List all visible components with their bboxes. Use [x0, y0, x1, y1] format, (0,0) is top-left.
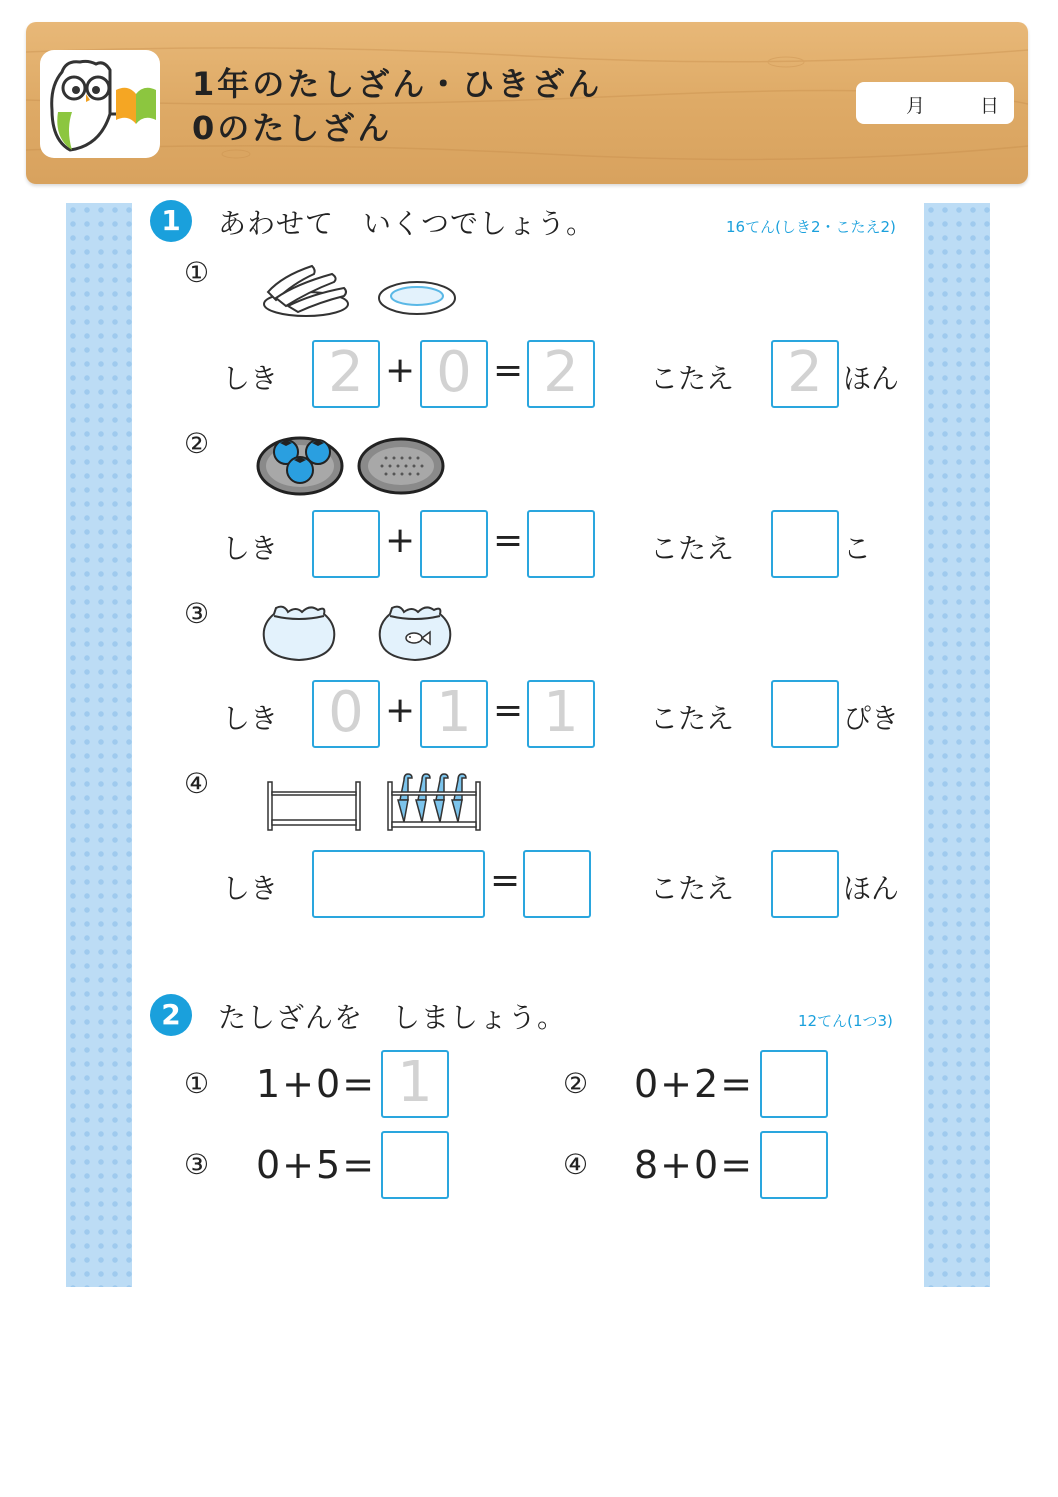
- equals-sign: =: [493, 690, 524, 731]
- shiki-label: しき: [222, 532, 279, 565]
- question-1-instruction: あわせて いくつでしょう。: [218, 207, 596, 240]
- plus-sign: +: [385, 350, 416, 391]
- problem-2-number: ②: [184, 427, 210, 460]
- answer-box[interactable]: [760, 1131, 828, 1199]
- operand-b-box[interactable]: 1: [420, 680, 488, 748]
- empty-fishbowl-icon: [260, 602, 338, 666]
- fishbowl-with-goldfish-icon: [376, 602, 454, 666]
- title-line2: 0のたしざん: [192, 109, 393, 147]
- result-box[interactable]: 1: [527, 680, 595, 748]
- kotae-label: こたえ: [650, 532, 735, 565]
- problem-1-number: ①: [184, 1067, 210, 1100]
- kotae-label: こたえ: [650, 702, 735, 735]
- answer-box[interactable]: 2: [771, 340, 839, 408]
- title-line1: 1年のたしざん・ひきざん: [192, 65, 603, 103]
- answer-box[interactable]: [771, 680, 839, 748]
- plus-sign: +: [385, 520, 416, 561]
- problem-4-number: ④: [184, 767, 210, 800]
- operand-b-box[interactable]: [420, 510, 488, 578]
- question-2-points: 12てん(1つ3): [798, 1012, 893, 1030]
- empty-umbrella-stand-icon: [266, 780, 362, 836]
- umbrella-stand-with-umbrellas-icon: [386, 770, 482, 836]
- operand-b-box[interactable]: 0: [420, 340, 488, 408]
- problem-3-number: ③: [184, 1148, 210, 1181]
- month-label: 月: [906, 95, 926, 117]
- problem-4-expression: 8+0=: [634, 1143, 755, 1187]
- empty-plate-icon: [376, 278, 458, 322]
- plus-sign: +: [385, 690, 416, 731]
- tomatoes-on-plate-icon: [256, 432, 346, 500]
- worksheet-header: [26, 22, 1028, 184]
- problem-1-expression: 1+0=: [256, 1062, 377, 1106]
- result-box[interactable]: 2: [527, 340, 595, 408]
- empty-woven-plate-icon: [356, 436, 446, 500]
- question-2-instruction: たしざんを しましょう。: [218, 1001, 567, 1034]
- shiki-label: しき: [222, 702, 279, 735]
- expression-box[interactable]: [312, 850, 485, 918]
- unit-label: ほん: [843, 362, 900, 395]
- unit-label: ぴき: [843, 702, 900, 735]
- owl-with-book-icon: [40, 50, 160, 158]
- operand-a-box[interactable]: [312, 510, 380, 578]
- unit-label: ほん: [843, 872, 900, 905]
- result-box[interactable]: [523, 850, 591, 918]
- left-decorative-stripe: [66, 203, 132, 1287]
- problem-2-number: ②: [563, 1067, 589, 1100]
- shiki-label: しき: [222, 872, 279, 905]
- equals-sign: =: [493, 520, 524, 561]
- operand-a-box[interactable]: 2: [312, 340, 380, 408]
- date-field[interactable]: [856, 82, 1014, 124]
- right-decorative-stripe: [924, 203, 990, 1287]
- page-title: [192, 62, 602, 150]
- kotae-label: こたえ: [650, 362, 735, 395]
- kotae-label: こたえ: [650, 872, 735, 905]
- problem-1-number: ①: [184, 256, 210, 289]
- unit-label: こ: [843, 532, 872, 565]
- answer-box[interactable]: [760, 1050, 828, 1118]
- problem-2-expression: 0+2=: [634, 1062, 755, 1106]
- problem-3-expression: 0+5=: [256, 1143, 377, 1187]
- problem-3-number: ③: [184, 597, 210, 630]
- operand-a-box[interactable]: 0: [312, 680, 380, 748]
- equals-sign: =: [493, 350, 524, 391]
- answer-box[interactable]: [381, 1131, 449, 1199]
- question-2-badge: 2: [150, 994, 192, 1036]
- question-1-badge: 1: [150, 200, 192, 242]
- day-label: 日: [980, 95, 1000, 117]
- problem-4-number: ④: [563, 1148, 589, 1181]
- bananas-on-plate-icon: [262, 258, 352, 324]
- shiki-label: しき: [222, 362, 279, 395]
- question-1-points: 16てん(しき2・こたえ2): [726, 218, 896, 236]
- answer-box[interactable]: 1: [381, 1050, 449, 1118]
- answer-box[interactable]: [771, 850, 839, 918]
- result-box[interactable]: [527, 510, 595, 578]
- answer-box[interactable]: [771, 510, 839, 578]
- equals-sign: =: [490, 860, 521, 901]
